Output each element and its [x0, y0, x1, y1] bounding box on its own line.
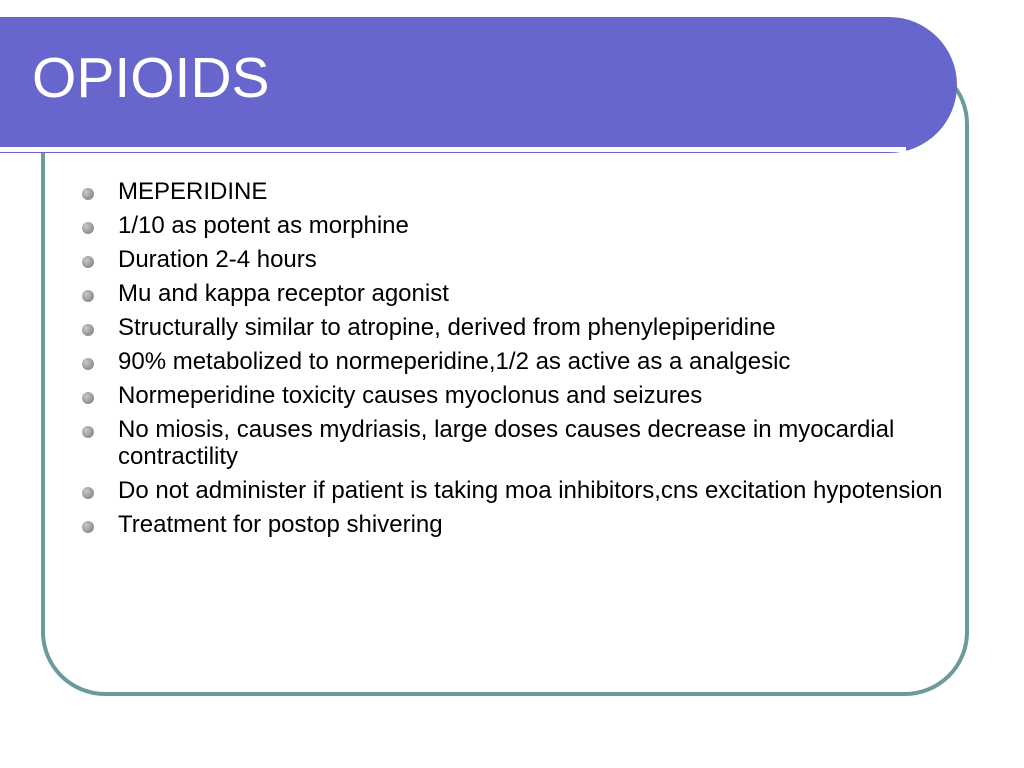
bullet-text: Mu and kappa receptor agonist — [118, 280, 449, 307]
bullet-text: Do not administer if patient is taking moa inhibitors,cns excitation hypotension — [118, 477, 943, 504]
bullet-item — [78, 178, 958, 205]
bullet-dot-icon — [82, 487, 94, 499]
bullet-dot-icon — [82, 521, 94, 533]
bullet-text: No miosis, causes mydriasis, large doses causes decrease in myocardial contractility — [118, 416, 895, 470]
bullet-text: 90% metabolized to normeperidine,1/2 as active as a analgesic — [118, 348, 791, 375]
bullet-dot-icon — [82, 188, 94, 200]
bullet-dot-icon — [82, 324, 94, 336]
bullet-dot-icon — [82, 358, 94, 370]
bullet-dot-icon — [82, 392, 94, 404]
slide-title: OPIOIDS — [32, 46, 270, 110]
bullet-dot-icon — [82, 256, 94, 268]
bullet-list — [78, 178, 958, 545]
bullet-item — [78, 348, 958, 375]
bullet-text: MEPERIDINE — [118, 178, 268, 205]
bullet-text: Duration 2-4 hours — [118, 246, 317, 273]
bullet-text: Structurally similar to atropine, derived from phenylepiperidine — [118, 314, 776, 341]
title-underline — [0, 147, 906, 152]
bullet-item — [78, 314, 958, 341]
bullet-text: Treatment for postop shivering — [118, 511, 443, 538]
bullet-dot-icon — [82, 290, 94, 302]
bullet-item — [78, 246, 958, 273]
bullet-dot-icon — [82, 222, 94, 234]
bullet-item — [78, 280, 958, 307]
bullet-text: Normeperidine toxicity causes myoclonus and seizures — [118, 382, 703, 409]
bullet-text: 1/10 as potent as morphine — [118, 212, 409, 239]
bullet-item — [78, 382, 958, 409]
bullet-dot-icon — [82, 426, 94, 438]
bullet-item — [78, 416, 958, 470]
bullet-item — [78, 212, 958, 239]
bullet-item — [78, 511, 958, 538]
bullet-item — [78, 477, 958, 504]
